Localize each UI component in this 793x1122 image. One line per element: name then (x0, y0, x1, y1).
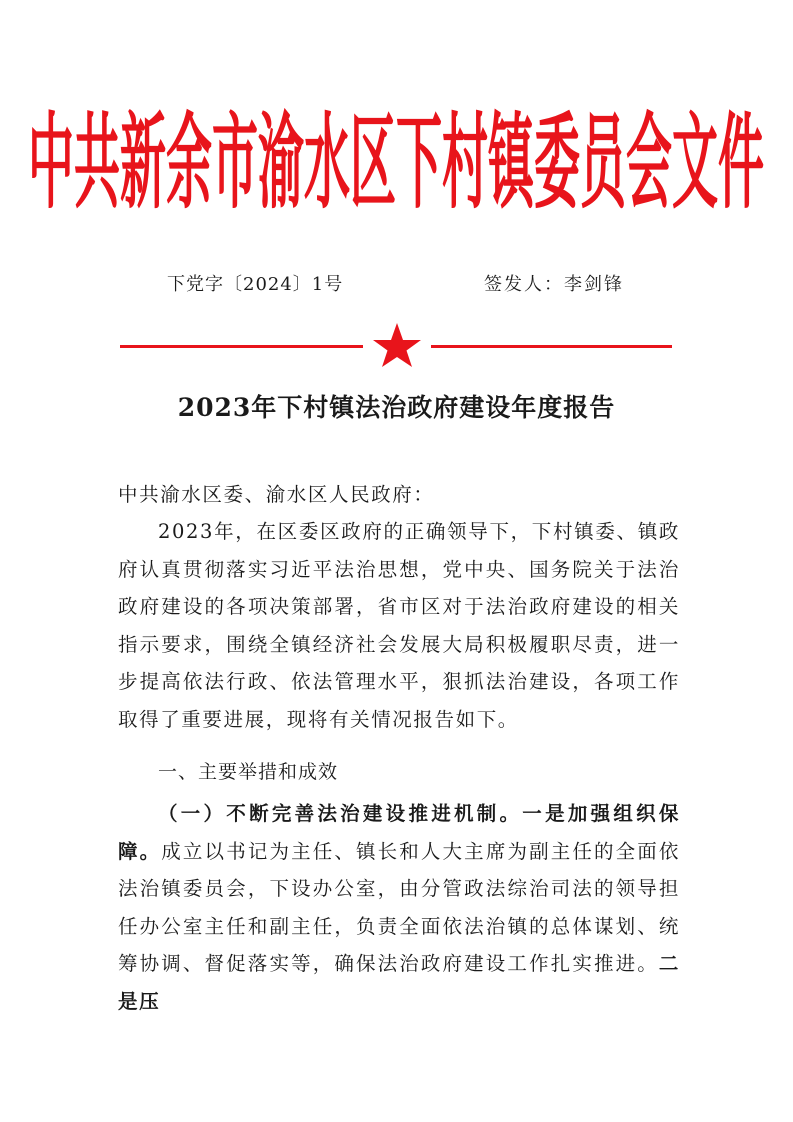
report-title: 2023年下村镇法治政府建设年度报告 (177, 393, 616, 422)
point-label-2: 二是压 (118, 952, 680, 1013)
red-divider-left (120, 345, 363, 348)
red-divider-right (431, 345, 672, 348)
document-red-header (28, 90, 764, 223)
intro-paragraph: 2023年，在区委区政府的正确领导下，下村镇委、镇政府认真贯彻落实习近平法治思想，党中央、国务院关于法治政府建设的各项决策部署，省市区对于法治政府建设的相关指示要求，围绕全镇经济社会发展大局积极履职尽责，进一步提高依法行政、依法管理水平，狠抓法治建设，各项工作取得了重要进展，现将有关情况报告如下。 (118, 520, 680, 731)
point-text-1: 成立以书记为主任、镇长和人大主席为副主任的全面依法治镇委员会，下设办公室，由分管政法综治司法的领导担任办公室主任和副主任，负责全面依法治镇的总体谋划、统筹协调、督促落实等，确保法治政府建设工作扎实推进。 (118, 839, 681, 975)
subsection-lead: （一）不断完善法治建设推进机制。 (158, 802, 523, 825)
document-number: 下党字〔2024〕1号 (167, 274, 344, 295)
salutation: 中共渝水区委、渝水区人民政府： (118, 483, 435, 506)
signer-line: 签发人：李剑锋 (484, 274, 624, 295)
section-heading: 一、主要举措和成效 (158, 761, 339, 783)
issuing-authority-title: 中共新余市渝水区下村镇委员会文件 (28, 101, 764, 223)
red-star-icon (372, 322, 422, 368)
section-paragraph (118, 795, 680, 1020)
point-label-1: 一是加强组织保障。 (118, 802, 681, 863)
